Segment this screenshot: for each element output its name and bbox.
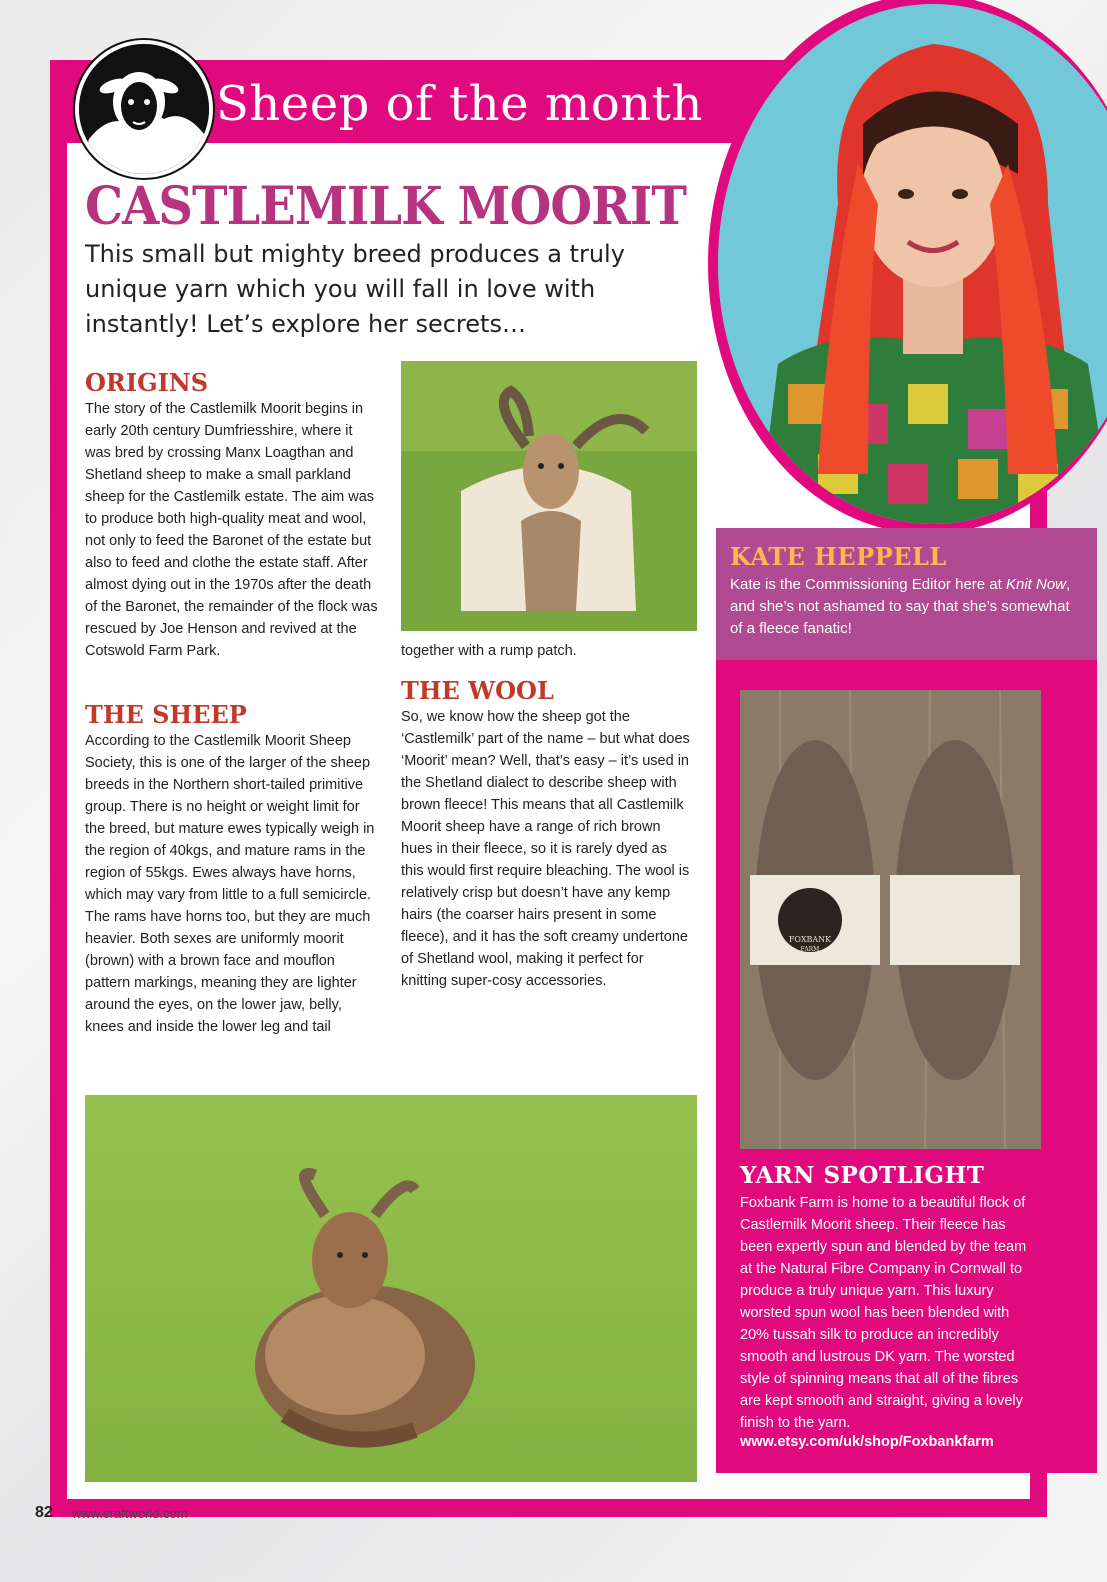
editor-desc-part1: Kate is the Commissioning Editor here at: [730, 576, 1006, 593]
resting-sheep-photo: [85, 1095, 697, 1482]
origins-section: [85, 368, 380, 662]
sheep-continued: [401, 640, 691, 662]
page-number: 82: [35, 1504, 53, 1521]
article-intro: This small but mighty breed produces a truly unique yarn which you will fall in love with instantly! Let’s explore her secrets…: [85, 240, 625, 338]
wool-heading: THE WOOL: [401, 676, 554, 705]
article-title: CASTLEMILK MOORIT: [85, 176, 687, 237]
editor-desc-part2: , and she’s not ashamed to say that she’s somewhat of a fleece fanatic!: [730, 576, 1071, 637]
yarn-label-sub: FARM: [800, 946, 820, 953]
sheep-body-continued: together with a rump patch.: [401, 643, 577, 659]
sheep-body: According to the Castlemilk Moorit Sheep Society, this is one of the larger of the sheep breeds in the Northern short-tailed primitive group. There is no height or weight limit for the breed, but mature ewes typically weigh in the region of 40kgs, and mature rams in the region of 55kgs. Ewes always have horns, which may vary from little to a full semicircle. The rams have horns too, but they are much heavier. Both sexes are uniformly moorit (brown) with a brown face and mouflon pattern markings, meaning they are lighter around the eyes, on the lower jaw, belly, knees and inside the lower leg and tail: [85, 733, 375, 1035]
foxbank-link[interactable]: www.etsy.com/uk/shop/Foxbankfarm: [740, 1434, 994, 1450]
editor-description: [730, 574, 1075, 640]
origins-body: The story of the Castlemilk Moorit begins in early 20th century Dumfriesshire, where it was bred by crossing Manx Loagthan and Shetland sheep to make a small parkland sheep for the Castlemilk estate. The aim was to produce both high-quality meat and wool, not only to feed the Baronet of the estate but also to feed and clothe the estate staff. After almost dying out in the 1970s after the death of the Baronet, the remainder of the flock was rescued by Joe Henson and revived at the Cotswold Farm Park.: [85, 401, 378, 659]
wool-body: So, we know how the sheep got the ‘Castlemilk’ part of the name – but what does ‘Moorit’ mean? Well, that’s easy – it’s used in the Shetland dialect to describe sheep with brown fleece! This means that all Castlemilk Moorit sheep have a range of rich brown hues in their fleece, so it is rarely dyed as this would first require bleaching. The wool is relatively crisp but doesn’t have any kemp hairs (the coarser hairs present in some fleece), and it has the soft creamy undertone of Shetland wool, making it perfect for knitting super-cosy accessories.: [401, 709, 690, 989]
sheep-head-icon: [75, 40, 213, 178]
yarn-label-brand: FOXBANK: [788, 935, 832, 944]
ram-photo: [401, 361, 697, 631]
section-title: Sheep of the month: [216, 76, 703, 132]
editor-name: KATE HEPPELL: [730, 542, 947, 571]
wool-section: [401, 676, 691, 992]
yarn-spotlight-body: Foxbank Farm is home to a beautiful flock of Castlemilk Moorit sheep. Their fleece has been expertly spun and blended by the team at the Natural Fibre Company in Cornwall to produce a truly unique yarn. This luxury worsted spun wool has been blended with 20% tussah silk to produce an incredibly smooth and lustrous DK yarn. The worsted style of spinning means that all of the fibres are kept smooth and straight, giving a lovely finish to the yarn.: [740, 1195, 1027, 1431]
yarn-spotlight-heading: YARN SPOTLIGHT: [740, 1162, 985, 1189]
sheep-heading: THE SHEEP: [85, 700, 247, 729]
yarn-photo: [740, 690, 1041, 1149]
sheep-section: [85, 700, 380, 1038]
origins-heading: ORIGINS: [85, 368, 209, 397]
website-url[interactable]: www.craftworld.com: [72, 1506, 188, 1521]
magazine-name: Knit Now: [1005, 576, 1066, 593]
